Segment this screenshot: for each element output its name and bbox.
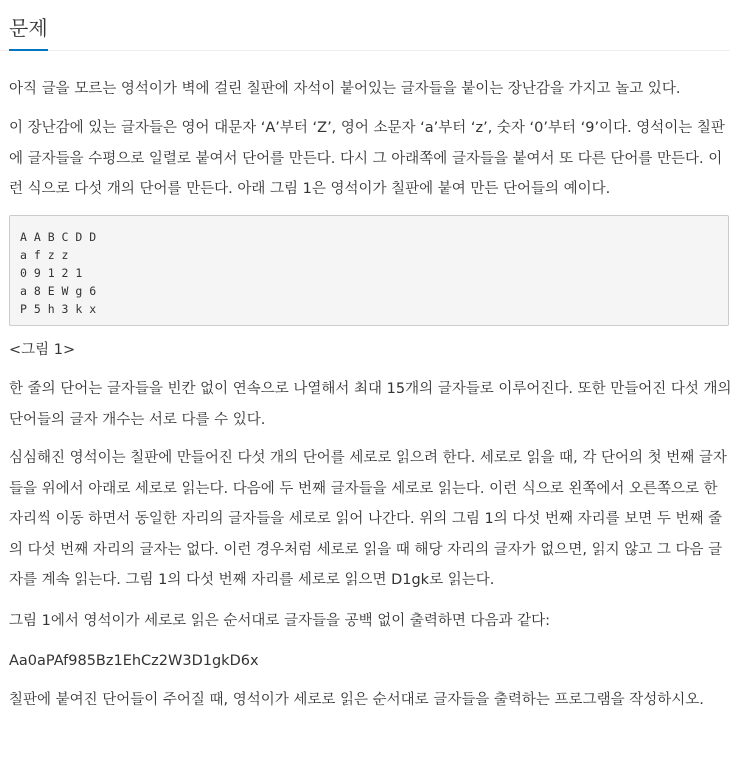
paragraph-word-length: 한 줄의 단어는 글자들을 빈칸 없이 연속으로 나열해서 최대 15개의 글자들로 이루어진다. 또한 만들어진 다섯 개의 단어들의 글자 개수는 서로 다를 수 있다. [9, 381, 732, 428]
figure-line: P 5 h 3 k x [20, 302, 97, 316]
figure-1-text [20, 228, 96, 318]
paragraph-task: 칠판에 붙여진 단어들이 주어질 때, 영석이가 세로로 읽은 순서대로 글자들을 출력하는 프로그램을 작성하시오. [9, 692, 704, 708]
paragraph-reading-rule: 심심해진 영석이는 칠판에 만들어진 다섯 개의 단어를 세로로 읽으려 한다. 세로로 읽을 때, 각 단어의 첫 번째 글자들을 위에서 아래로 세로로 읽는다. 다음에 두 번째 글자들을 세로로 읽는다. 이런 식으로 왼쪽에서 오른쪽으로 한 자리씩 이동 하면서 동일한 자리의 글자들을 세로로 읽어 나간다. 위의 그림 1의 다섯 번째 자리를 보면 두 번째 줄의 다섯 번째 자리의 글자는 없다. 이런 경우처럼 세로로 읽을 때 해당 자리의 글자가 없으면, 읽지 않고 그 다음 글자를 계속 읽는다. 그림 1의 다섯 번째 자리를 세로로 읽으면 D1gk로 읽는다. [9, 450, 727, 589]
example-output: Aa0aPAf985Bz1EhCz2W3D1gkD6x [9, 653, 259, 669]
figure-line: a 8 E W g 6 [20, 284, 97, 298]
section-title: 문제 [9, 12, 48, 51]
figure-line: 0 9 1 2 1 [20, 266, 83, 280]
paragraph-output-intro: 그림 1에서 영석이가 세로로 읽은 순서대로 글자들을 공백 없이 출력하면 다음과 같다: [9, 613, 551, 629]
paragraph-letters: 이 장난감에 있는 글자들은 영어 대문자 ‘A’부터 ‘Z’, 영어 소문자 ‘a’부터 ‘z’, 숫자 ‘0’부터 ‘9’이다. 영석이는 칠판에 글자들을 수평으로 일렬로 붙여서 단어를 만든다. 다시 그 아래쪽에 글자들을 붙여서 또 다른 단어를 만든다. 이런 식으로 다섯 개의 단어를 만든다. 아래 그림 1은 영석이가 칠판에 붙여 만든 단어들의 예이다. [9, 120, 725, 198]
paragraph-intro: 아직 글을 모르는 영석이가 벽에 걸린 칠판에 자석이 붙어있는 글자들을 붙이는 장난감을 가지고 놀고 있다. [9, 81, 681, 97]
section-header [0, 0, 730, 51]
figure-1-caption: <그림 1> [9, 342, 76, 358]
figure-line: A A B C D D [20, 230, 97, 244]
figure-line: a f z z [20, 248, 69, 262]
figure-1-box [9, 215, 729, 326]
